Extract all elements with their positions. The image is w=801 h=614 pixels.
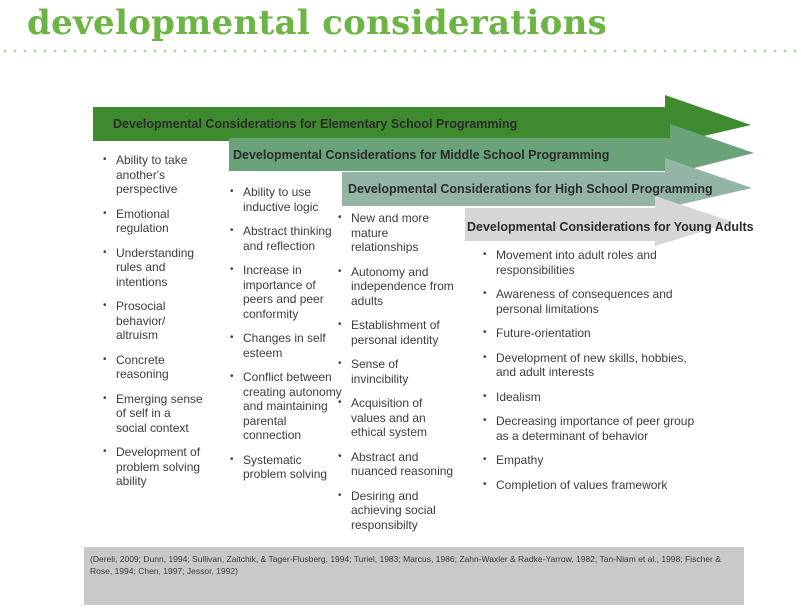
list-item: • New and more mature relationships: [338, 211, 456, 255]
list-item: • Emerging sense of self in a social context: [103, 392, 203, 436]
citation-box: (Dereli, 2009; Dunn, 1994; Sullivan, Zaitchik, & Tager-Flusberg, 1994; Turiel, 1983; Marcus, 1986; Zahn-Waxler & Radke-Yarrow, 1982; Tan-Niam et al., 1998; Fischer & Rose, 1994; Chen, 1997; Jessor, 1992): [84, 547, 744, 605]
list-item: • Changes in self esteem: [230, 331, 342, 360]
list-item: • Acquisition of values and an ethical system: [338, 396, 456, 440]
list-item: • Emotional regulation: [103, 207, 203, 236]
list-item: • Sense of invincibility: [338, 357, 456, 386]
list-item: • Development of problem solving ability: [103, 445, 203, 489]
list-item: • Establishment of personal identity: [338, 318, 456, 347]
arrow-elementary-label: Developmental Considerations for Elementary School Programming: [113, 117, 518, 131]
list-item: • Future-orientation: [483, 326, 703, 341]
page-title: developmental considerations: [27, 3, 608, 43]
list-item: • Ability to use inductive logic: [230, 185, 342, 214]
adults-list: [483, 248, 703, 502]
list-item: • Conflict between creating autonomy and maintaining parental connection: [230, 370, 342, 443]
list-item: • Ability to take another's perspective: [103, 153, 203, 197]
list-item: • Awareness of consequences and personal limitations: [483, 287, 703, 316]
list-item: • Increase in importance of peers and peer conformity: [230, 263, 342, 321]
list-item: • Idealism: [483, 390, 703, 405]
high-list: [338, 211, 456, 542]
dotted-divider: [0, 48, 801, 54]
list-item: • Systematic problem solving: [230, 453, 342, 482]
list-item: • Empathy: [483, 453, 703, 468]
list-item: • Autonomy and independence from adults: [338, 265, 456, 309]
list-item: • Abstract thinking and reflection: [230, 224, 342, 253]
arrow-adults-label: Developmental Considerations for Young Adults: [467, 220, 754, 234]
list-item: • Prosocial behavior/ altruism: [103, 299, 203, 343]
arrow-middle-label: Developmental Considerations for Middle School Programming: [233, 148, 610, 162]
list-item: • Desiring and achieving social responsibilty: [338, 489, 456, 533]
list-item: • Movement into adult roles and responsibilities: [483, 248, 703, 277]
elementary-list: [103, 153, 203, 499]
list-item: • Completion of values framework: [483, 478, 703, 493]
list-item: • Development of new skills, hobbies, and adult interests: [483, 351, 703, 380]
list-item: • Decreasing importance of peer group as a determinant of behavior: [483, 414, 703, 443]
list-item: • Abstract and nuanced reasoning: [338, 450, 456, 479]
middle-list: [230, 185, 342, 492]
list-item: • Concrete reasoning: [103, 353, 203, 382]
list-item: • Understanding rules and intentions: [103, 246, 203, 290]
arrow-high-label: Developmental Considerations for High School Programming: [348, 182, 713, 196]
